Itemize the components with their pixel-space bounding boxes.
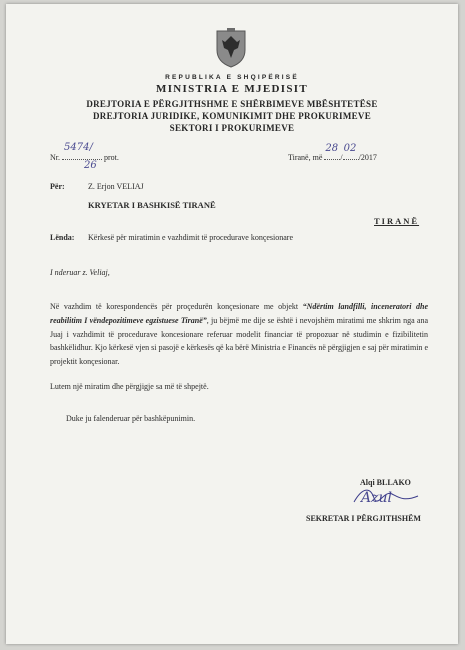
day-handwritten: 28: [325, 143, 339, 154]
project-title: “Ndërtim landfilli, inceneratori dhe reabilitim I vëndepozitimeve egzistuese Tiranë”: [50, 302, 428, 325]
directorate-legal-heading: DREJTORIA JURIDIKE, KOMUNIKIMIT DHE PROKURIMEVE: [92, 111, 372, 121]
protocol-subnumber-handwritten: 26: [84, 160, 97, 171]
subject-label: Lënda:: [50, 233, 75, 242]
paragraph-1-part-2: , ju bëjmë me dije se është i nevojshëm miratimi me shkrim nga ana Juaj i vazhdimit të procedurave koncesionare referuar modelit financiar të propozuar në studimin e fizibilitetin bashkëlidhur. Kjo kërkesë vjen si pasojë e kërkesës që ka bërë Ministria e Financës në përgjigjen e saj për miratimin e projektit konçesionar.: [50, 315, 428, 367]
ministry-heading: MINISTRIA E MJEDISIT: [156, 83, 308, 95]
body-paragraph-1: [50, 300, 428, 369]
letter-page: [6, 4, 458, 644]
place-date-prefix: Tiranë, më: [288, 153, 323, 162]
recipient-title: KRYETAR I BASHKISË TIRANË: [88, 200, 216, 210]
day-field: [324, 143, 340, 160]
signatory-title: SEKRETAR I PËRGJITHSHËM: [306, 514, 421, 523]
nr-label: Nr.: [50, 153, 60, 162]
albania-coat-of-arms-icon: [214, 28, 248, 68]
recipient-city: TIRANË: [374, 216, 420, 226]
signatory-name: Alqi BLLAKO: [360, 478, 411, 487]
subject-text: Kërkesë për miratimin e vazhdimit të procedurave konçesionare: [88, 233, 294, 242]
signature-stroke-icon: [352, 484, 422, 508]
year: /2017: [358, 153, 377, 162]
directorate-general-heading: DREJTORIA E PËRGJITHSHME E SHËRBIMEVE MBËSHTETËSE: [86, 99, 378, 109]
recipient-name: Z. Erjon VELIAJ: [88, 182, 144, 191]
month-field: [343, 143, 359, 160]
republic-heading: REPUBLIKA E SHQIPËRISË: [165, 74, 299, 81]
protocol-number-field: [62, 142, 102, 160]
per-label: Për:: [50, 182, 65, 191]
sector-heading: SEKTORI I PROKURIMEVE: [169, 123, 295, 133]
salutation: I nderuar z. Veliaj,: [50, 268, 110, 277]
prot-label: prot.: [104, 153, 119, 162]
month-handwritten: 02: [343, 143, 357, 154]
place-date: Tiranë, më 28 / 02 /2017: [288, 143, 377, 162]
closing-line: Duke ju falenderuar për bashkëpunimin.: [66, 414, 196, 423]
body-paragraph-2: Lutem një miratim dhe përgjigje sa më të shpejtë.: [50, 382, 209, 391]
paragraph-1-part-1: Në vazhdim të korespondencës për proçedurën konçesionare me objekt: [50, 302, 303, 311]
handwritten-signature: Azul: [361, 490, 392, 506]
protocol-number-handwritten: 5474/: [64, 142, 93, 153]
